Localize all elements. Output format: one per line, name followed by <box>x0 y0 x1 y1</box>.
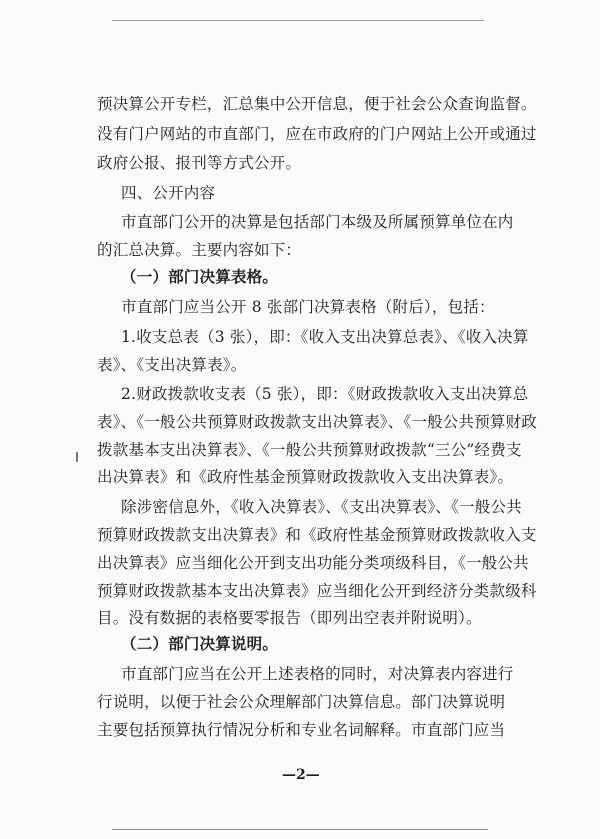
body-line: 主要包括预算执行情况分析和专业名词解释。市直部门应当 <box>97 721 506 739</box>
top-rule <box>112 20 484 21</box>
page-number: —2— <box>282 767 320 783</box>
body-line: 没有门户网站的市直部门，应在市政府的门户网站上公开或通过 <box>97 125 537 143</box>
section-heading: 四、公开内容 <box>121 184 216 202</box>
body-line: 行说明，以便于社会公众理解部门决算信息。部门决算说明 <box>97 693 506 711</box>
bottom-rule <box>112 829 488 830</box>
subsection-heading: （二）部门决算说明。 <box>121 634 279 653</box>
body-line: 出决算表》应当细化公开到支出功能分类项级科目，《一般公共 <box>97 554 529 572</box>
body-line: 表》、《支出决算表》。 <box>97 356 247 374</box>
body-line: 预算财政拨款支出决算表》和《政府性基金预算财政拨款收入支 <box>97 526 537 544</box>
body-line: 政府公报、报刊等方式公开。 <box>97 154 302 172</box>
body-line: 目。没有数据的表格要零报告（即列出空表并附说明）。 <box>97 609 482 627</box>
margin-mark <box>76 452 78 462</box>
body-line: 市直部门应当在公开上述表格的同时，对决算表内容进行 <box>121 665 514 683</box>
body-line: 市直部门应当公开 8 张部门决算表格（附后），包括： <box>121 298 495 316</box>
body-line: 市直部门公开的决算是包括部门本级及所属预算单位在内 <box>121 213 514 231</box>
body-line: 预算财政拨款基本支出决算表》应当细化公开到经济分类款级科 <box>97 582 537 600</box>
body-line: 除涉密信息外，《收入决算表》、《支出决算表》、《一般公共 <box>121 498 522 516</box>
body-line: 2.财政拨款收支表（5 张），即：《财政拨款收入支出决算总 <box>121 385 529 403</box>
body-line: 出决算表》和《政府性基金预算财政拨款收入支出决算表》。 <box>97 468 514 486</box>
body-line: 拨款基本支出决算表》、《一般公共预算财政拨款“三公”经费支 <box>97 441 522 459</box>
body-line: 预决算公开专栏，汇总集中公开信息，便于社会公众查询监督。 <box>97 95 537 113</box>
subsection-heading: （一）部门决算表格。 <box>121 267 279 286</box>
body-line: 1.收支总表（3 张），即：《收入支出决算总表》、《收入决算 <box>121 328 529 346</box>
body-line: 表》、《一般公共预算财政拨款支出决算表》、《一般公共预算财政 <box>97 413 538 431</box>
body-line: 的汇总决算。主要内容如下： <box>97 241 302 259</box>
